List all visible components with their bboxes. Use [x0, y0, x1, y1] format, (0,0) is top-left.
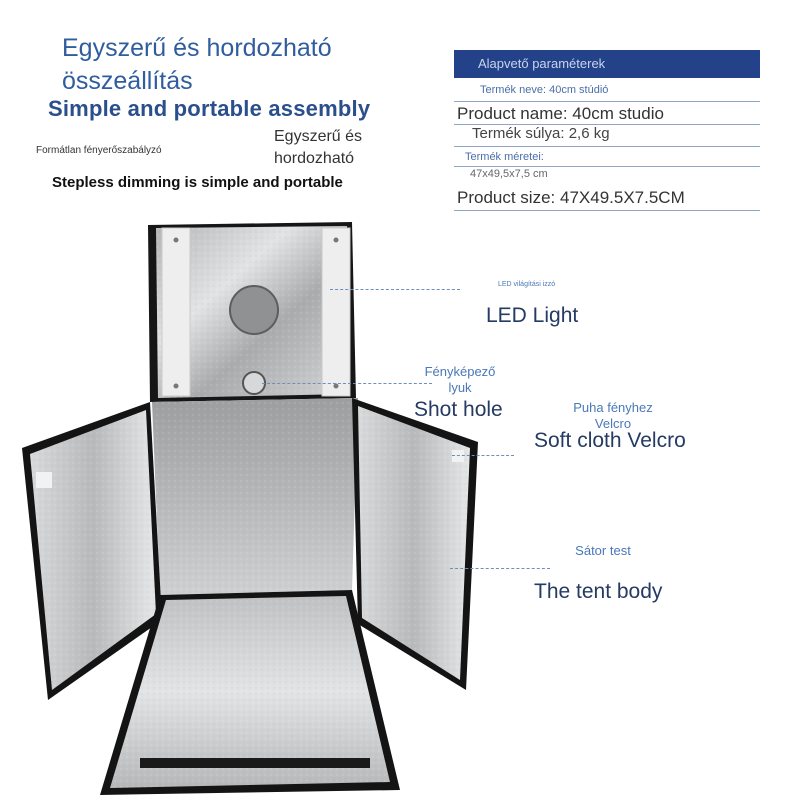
param-divider	[454, 101, 760, 102]
product-size-label-hungarian: Termék méretei:	[465, 151, 544, 163]
product-size-value-hungarian: 47x49,5x7,5 cm	[470, 168, 548, 180]
velcro-strip	[140, 758, 370, 768]
tent-body-label-hungarian: Sátor test	[575, 543, 631, 558]
param-divider	[454, 166, 760, 167]
product-weight-hungarian: Termék súlya: 2,6 kg	[472, 125, 610, 142]
subtitle-hungarian-right: Egyszerű és hordozható	[274, 128, 363, 167]
velcro-callout-line	[452, 455, 514, 456]
led-light-label-hungarian: LED világítási izzó	[498, 281, 556, 288]
title-english: Simple and portable assembly	[48, 96, 371, 121]
subtitle-english: Stepless dimming is simple and portable	[52, 174, 343, 191]
velcro-patch	[36, 472, 52, 488]
shot-hole-label: Shot hole	[414, 398, 503, 421]
led-bulb-hole	[230, 286, 278, 334]
velcro-patch	[452, 450, 464, 462]
velcro-label-hungarian: Puha fényhez Velcro	[573, 400, 653, 431]
subtitle-hungarian-left: Formátlan fényerőszabályzó	[36, 145, 162, 156]
tent-illustration	[0, 210, 800, 800]
product-size-english: Product size: 47X49.5X7.5CM	[457, 188, 685, 207]
param-divider	[454, 146, 760, 147]
tent-body-callout-line	[450, 568, 550, 569]
parameters-header: Alapvető paraméterek	[454, 50, 760, 78]
product-name-english: Product name: 40cm studio	[457, 104, 664, 123]
shot-hole-callout-line	[262, 383, 432, 384]
led-callout-line	[330, 289, 460, 290]
led-light-label: LED Light	[486, 304, 579, 327]
right-side-panel	[352, 398, 478, 690]
shot-hole-label-hungarian: Fényképező lyuk	[424, 364, 496, 395]
tent-body-label: The tent body	[534, 580, 663, 603]
title-hungarian: Egyszerű és hordozható összeállítás	[62, 34, 332, 95]
product-name-hungarian: Termék neve: 40cm stúdió	[480, 84, 609, 96]
left-side-panel	[22, 402, 162, 700]
inner-back-wall	[152, 398, 358, 595]
velcro-label: Soft cloth Velcro	[534, 429, 686, 452]
